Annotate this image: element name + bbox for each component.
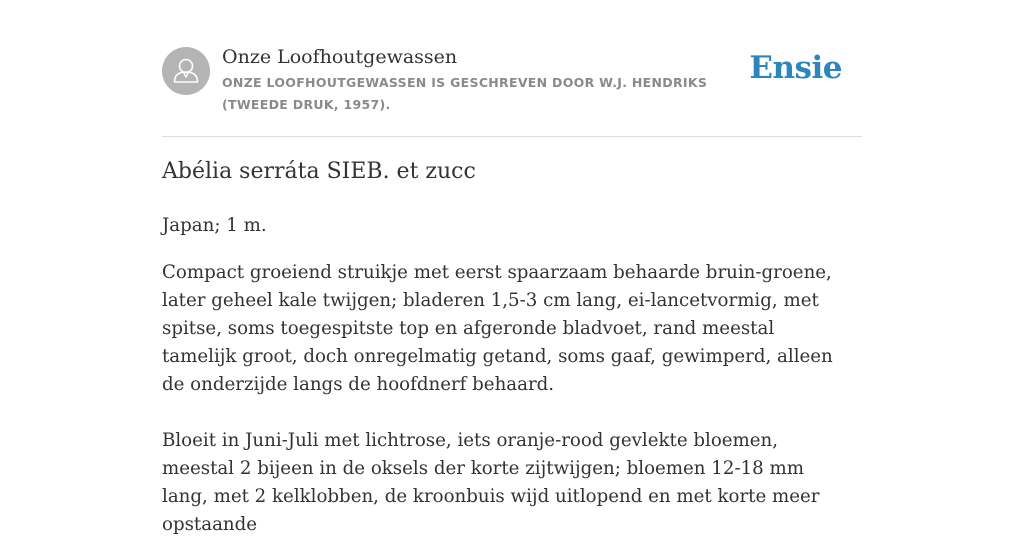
entry-title: Abélia serráta SIEB. et zucc [162,159,476,184]
source-header [162,0,862,137]
ensie-logo-link[interactable]: Ensie [749,50,842,86]
user-avatar-icon[interactable] [162,47,210,95]
source-title[interactable]: Onze Loofhoutgewassen [222,46,458,68]
entry-paragraph-origin: Japan; 1 m. [162,215,267,236]
page-container [162,0,862,535]
source-description: ONZE LOOFHOUTGEWASSEN IS GESCHREVEN DOOR W.J. HENDRIKS (TWEEDE DRUK, 1957). [222,75,708,112]
entry-paragraph-description: Compact groeiend struikje met eerst spaarzaam behaarde bruin-groene, later geheel kale twijgen; bladeren 1,5-3 cm lang, ei-lancetvormig, met spitse, soms toegespitste top en afgeronde bladvoet, rand meestal tamelijk groot, doch onregelmatig getand, soms gaaf, gewimperd, alleen de onderzijde langs de hoofdnerf behaard. [162,262,833,395]
entry-paragraph-bloom: Bloeit in Juni-Juli met lichtrose, iets oranje-rood gevlekte bloemen, meestal 2 bijeen in de oksels der korte zijtwijgen; bloemen 12-18 mm lang, met 2 kelklobben, de kroonbuis wijd uitlopend en met korte meer opstaande [162,430,820,535]
entry-content [162,212,852,539]
